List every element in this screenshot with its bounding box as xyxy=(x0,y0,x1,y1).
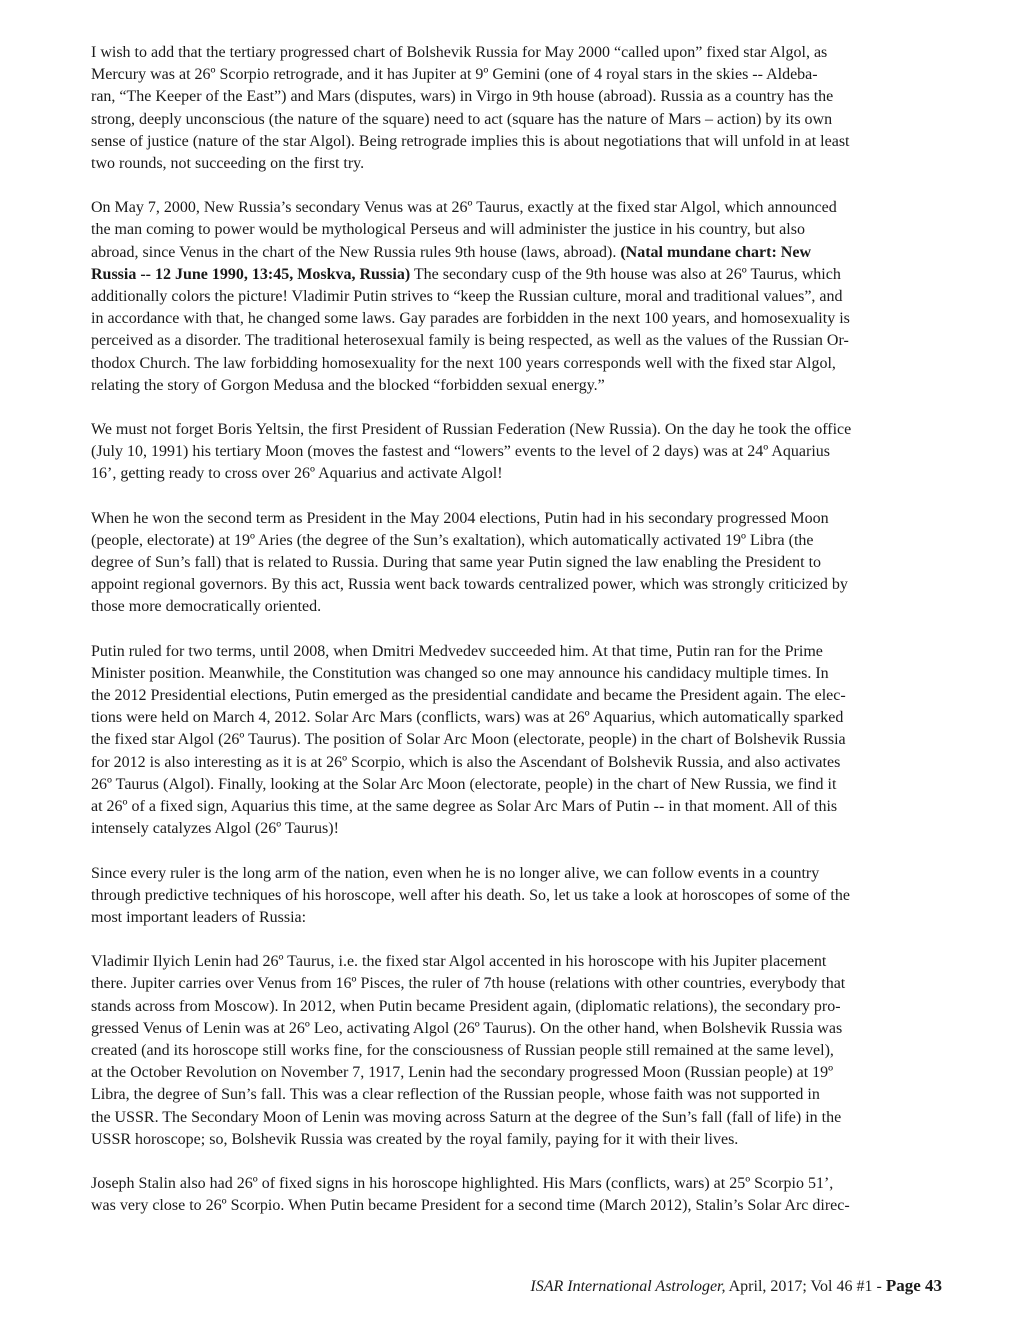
paragraph-2 xyxy=(91,197,964,397)
text-line: the fixed star Algol (26º Taurus). The position of Solar Arc Moon (electorate, people) in the chart of Bolshevik Russia xyxy=(91,731,846,749)
text-line: perceived as a disorder. The traditional heterosexual family is being respected, as well as the values of the Russian Or- xyxy=(91,332,849,350)
text-line: Libra, the degree of Sun’s fall. This was a clear reflection of the Russian people, whose faith was not supported in xyxy=(91,1086,820,1104)
text-line: most important leaders of Russia: xyxy=(91,908,307,926)
text-line: USSR horoscope; so, Bolshevik Russia was created by the royal family, paying for it with their lives. xyxy=(91,1130,739,1148)
paragraph-4 xyxy=(91,508,964,619)
text-line: strong, deeply unconscious (the nature of the square) need to act (square has the nature of Mars – action) by its own xyxy=(91,110,833,128)
bold-chart-reference: (Natal mundane chart: New xyxy=(620,243,811,261)
text-line: intensely catalyzes Algol (26º Taurus)! xyxy=(91,820,339,838)
text-line: gressed Venus of Lenin was at 26º Leo, activating Algol (26º Taurus). On the other hand, when Bolshevik Russia was xyxy=(91,1019,843,1037)
footer-issue: April, 2017; Vol 46 #1 - xyxy=(725,1278,886,1295)
paragraph-7 xyxy=(91,951,964,1151)
paragraph-6 xyxy=(91,863,964,930)
text-line: Minister position. Meanwhile, the Constitution was changed so one may announce his candidacy multiple times. In xyxy=(91,664,829,682)
text-line: there. Jupiter carries over Venus from 16º Pisces, the ruler of 7th house (relations with other countries, everybody that xyxy=(91,975,846,993)
text-line: Since every ruler is the long arm of the nation, even when he is no longer alive, we can follow events in a country xyxy=(91,864,820,882)
text-line: through predictive techniques of his horoscope, well after his death. So, let us take a look at horoscopes of some of the xyxy=(91,886,850,904)
text-line: (people, electorate) at 19º Aries (the degree of the Sun’s exaltation), which automatically activated 19º Libra (the xyxy=(91,531,814,549)
text-line: tions were held on March 4, 2012. Solar Arc Mars (conflicts, wars) was at 26º Aquarius, which automatically sparked xyxy=(91,709,844,727)
text-line: On May 7, 2000, New Russia’s secondary Venus was at 26º Taurus, exactly at the fixed star Algol, which announced xyxy=(91,199,837,217)
paragraph-5 xyxy=(91,641,964,841)
footer-publication: ISAR International Astrologer, xyxy=(530,1278,726,1295)
paragraph-8 xyxy=(91,1173,964,1217)
text-line: additionally colors the picture! Vladimir Putin strives to “keep the Russian culture, moral and traditional values”, and xyxy=(91,288,843,306)
text-line: We must not forget Boris Yeltsin, the first President of Russian Federation (New Russia). On the day he took the office xyxy=(91,421,852,439)
text-line: sense of justice (nature of the star Algol). Being retrograde implies this is about negotiations that will unfold in at least xyxy=(91,132,850,150)
text-line: relating the story of Gorgon Medusa and the blocked “forbidden sexual energy.” xyxy=(91,376,605,394)
text-line: the man coming to power would be mythological Perseus and will administer the justice in his country, but also xyxy=(91,221,805,239)
text-run: The secondary cusp of the 9th house was also at 26º Taurus, which xyxy=(410,265,841,283)
text-line-mixed xyxy=(91,242,964,264)
text-line: Putin ruled for two terms, until 2008, when Dmitri Medvedev succeeded him. At that time, Putin ran for the Prime xyxy=(91,642,823,660)
text-line: created (and its horoscope still works fine, for the consciousness of Russian people still remained at the same level), xyxy=(91,1041,834,1059)
text-line-mixed xyxy=(91,264,964,286)
text-line: in accordance with that, he changed some laws. Gay parades are forbidden in the next 100 years, and homosexuality is xyxy=(91,310,850,328)
text-line: was very close to 26º Scorpio. When Putin became President for a second time (March 2012), Stalin’s Solar Arc direc- xyxy=(91,1197,850,1215)
paragraph-3 xyxy=(91,419,964,486)
text-line: at the October Revolution on November 7, 1917, Lenin had the secondary progressed Moon (Russian people) at 19º xyxy=(91,1064,834,1082)
text-line: stands across from Moscow). In 2012, when Putin became President again, (diplomatic relations), the secondary pro- xyxy=(91,997,841,1015)
text-line: the 2012 Presidential elections, Putin emerged as the presidential candidate and became the President again. The elec- xyxy=(91,687,846,705)
text-line: degree of Sun’s fall) that is related to Russia. During that same year Putin signed the law enabling the President to xyxy=(91,554,822,572)
text-run: abroad, since Venus in the chart of the New Russia rules 9th house (laws, abroad). xyxy=(91,243,621,261)
footer-page-number: Page 43 xyxy=(885,1276,942,1295)
text-line: thodox Church. The law forbidding homosexuality for the next 100 years corresponds well with the fixed star Algol, xyxy=(91,354,836,372)
text-line: Vladimir Ilyich Lenin had 26º Taurus, i.e. the fixed star Algol accented in his horoscope with his Jupiter placement xyxy=(91,953,827,971)
text-line: ran, “The Keeper of the East”) and Mars (disputes, wars) in Virgo in 9th house (abroad). Russia as a country has the xyxy=(91,88,834,106)
page-footer xyxy=(380,1276,942,1296)
text-line: those more democratically oriented. xyxy=(91,598,322,616)
text-line: 26º Taurus (Algol). Finally, looking at the Solar Arc Moon (electorate, people) in the chart of New Russia, we find it xyxy=(91,775,837,793)
text-line: I wish to add that the tertiary progressed chart of Bolshevik Russia for May 2000 “called upon” fixed star Algol, as xyxy=(91,44,828,61)
text-line: appoint regional governors. By this act, Russia went back towards centralized power, which was strongly criticized by xyxy=(91,576,848,594)
text-line: When he won the second term as President in the May 2004 elections, Putin had in his secondary progressed Moon xyxy=(91,509,829,527)
text-line: two rounds, not succeeding on the first try. xyxy=(91,155,365,173)
text-line: the USSR. The Secondary Moon of Lenin was moving across Saturn at the degree of the Sun’s fall (fall of life) in the xyxy=(91,1108,842,1126)
text-line: (July 10, 1991) his tertiary Moon (moves the fastest and “lowers” events to the level of 2 days) was at 24º Aquarius xyxy=(91,443,831,461)
text-line: Mercury was at 26º Scorpio retrograde, and it has Jupiter at 9º Gemini (one of 4 royal stars in the skies -- Aldeba- xyxy=(91,66,818,84)
text-line: Joseph Stalin also had 26º of fixed signs in his horoscope highlighted. His Mars (conflicts, wars) at 25º Scorpio 51’, xyxy=(91,1174,834,1192)
paragraph-1 xyxy=(91,42,964,175)
bold-chart-reference: Russia -- 12 June 1990, 13:45, Moskva, Russia) xyxy=(91,265,411,283)
text-line: for 2012 is also interesting as it is at 26º Scorpio, which is also the Ascendant of Bolshevik Russia, and also activates xyxy=(91,753,841,771)
text-line: at 26º of a fixed sign, Aquarius this time, at the same degree as Solar Arc Mars of Putin -- in that moment. All of this xyxy=(91,798,838,816)
text-line: 16’, getting ready to cross over 26º Aquarius and activate Algol! xyxy=(91,465,503,483)
